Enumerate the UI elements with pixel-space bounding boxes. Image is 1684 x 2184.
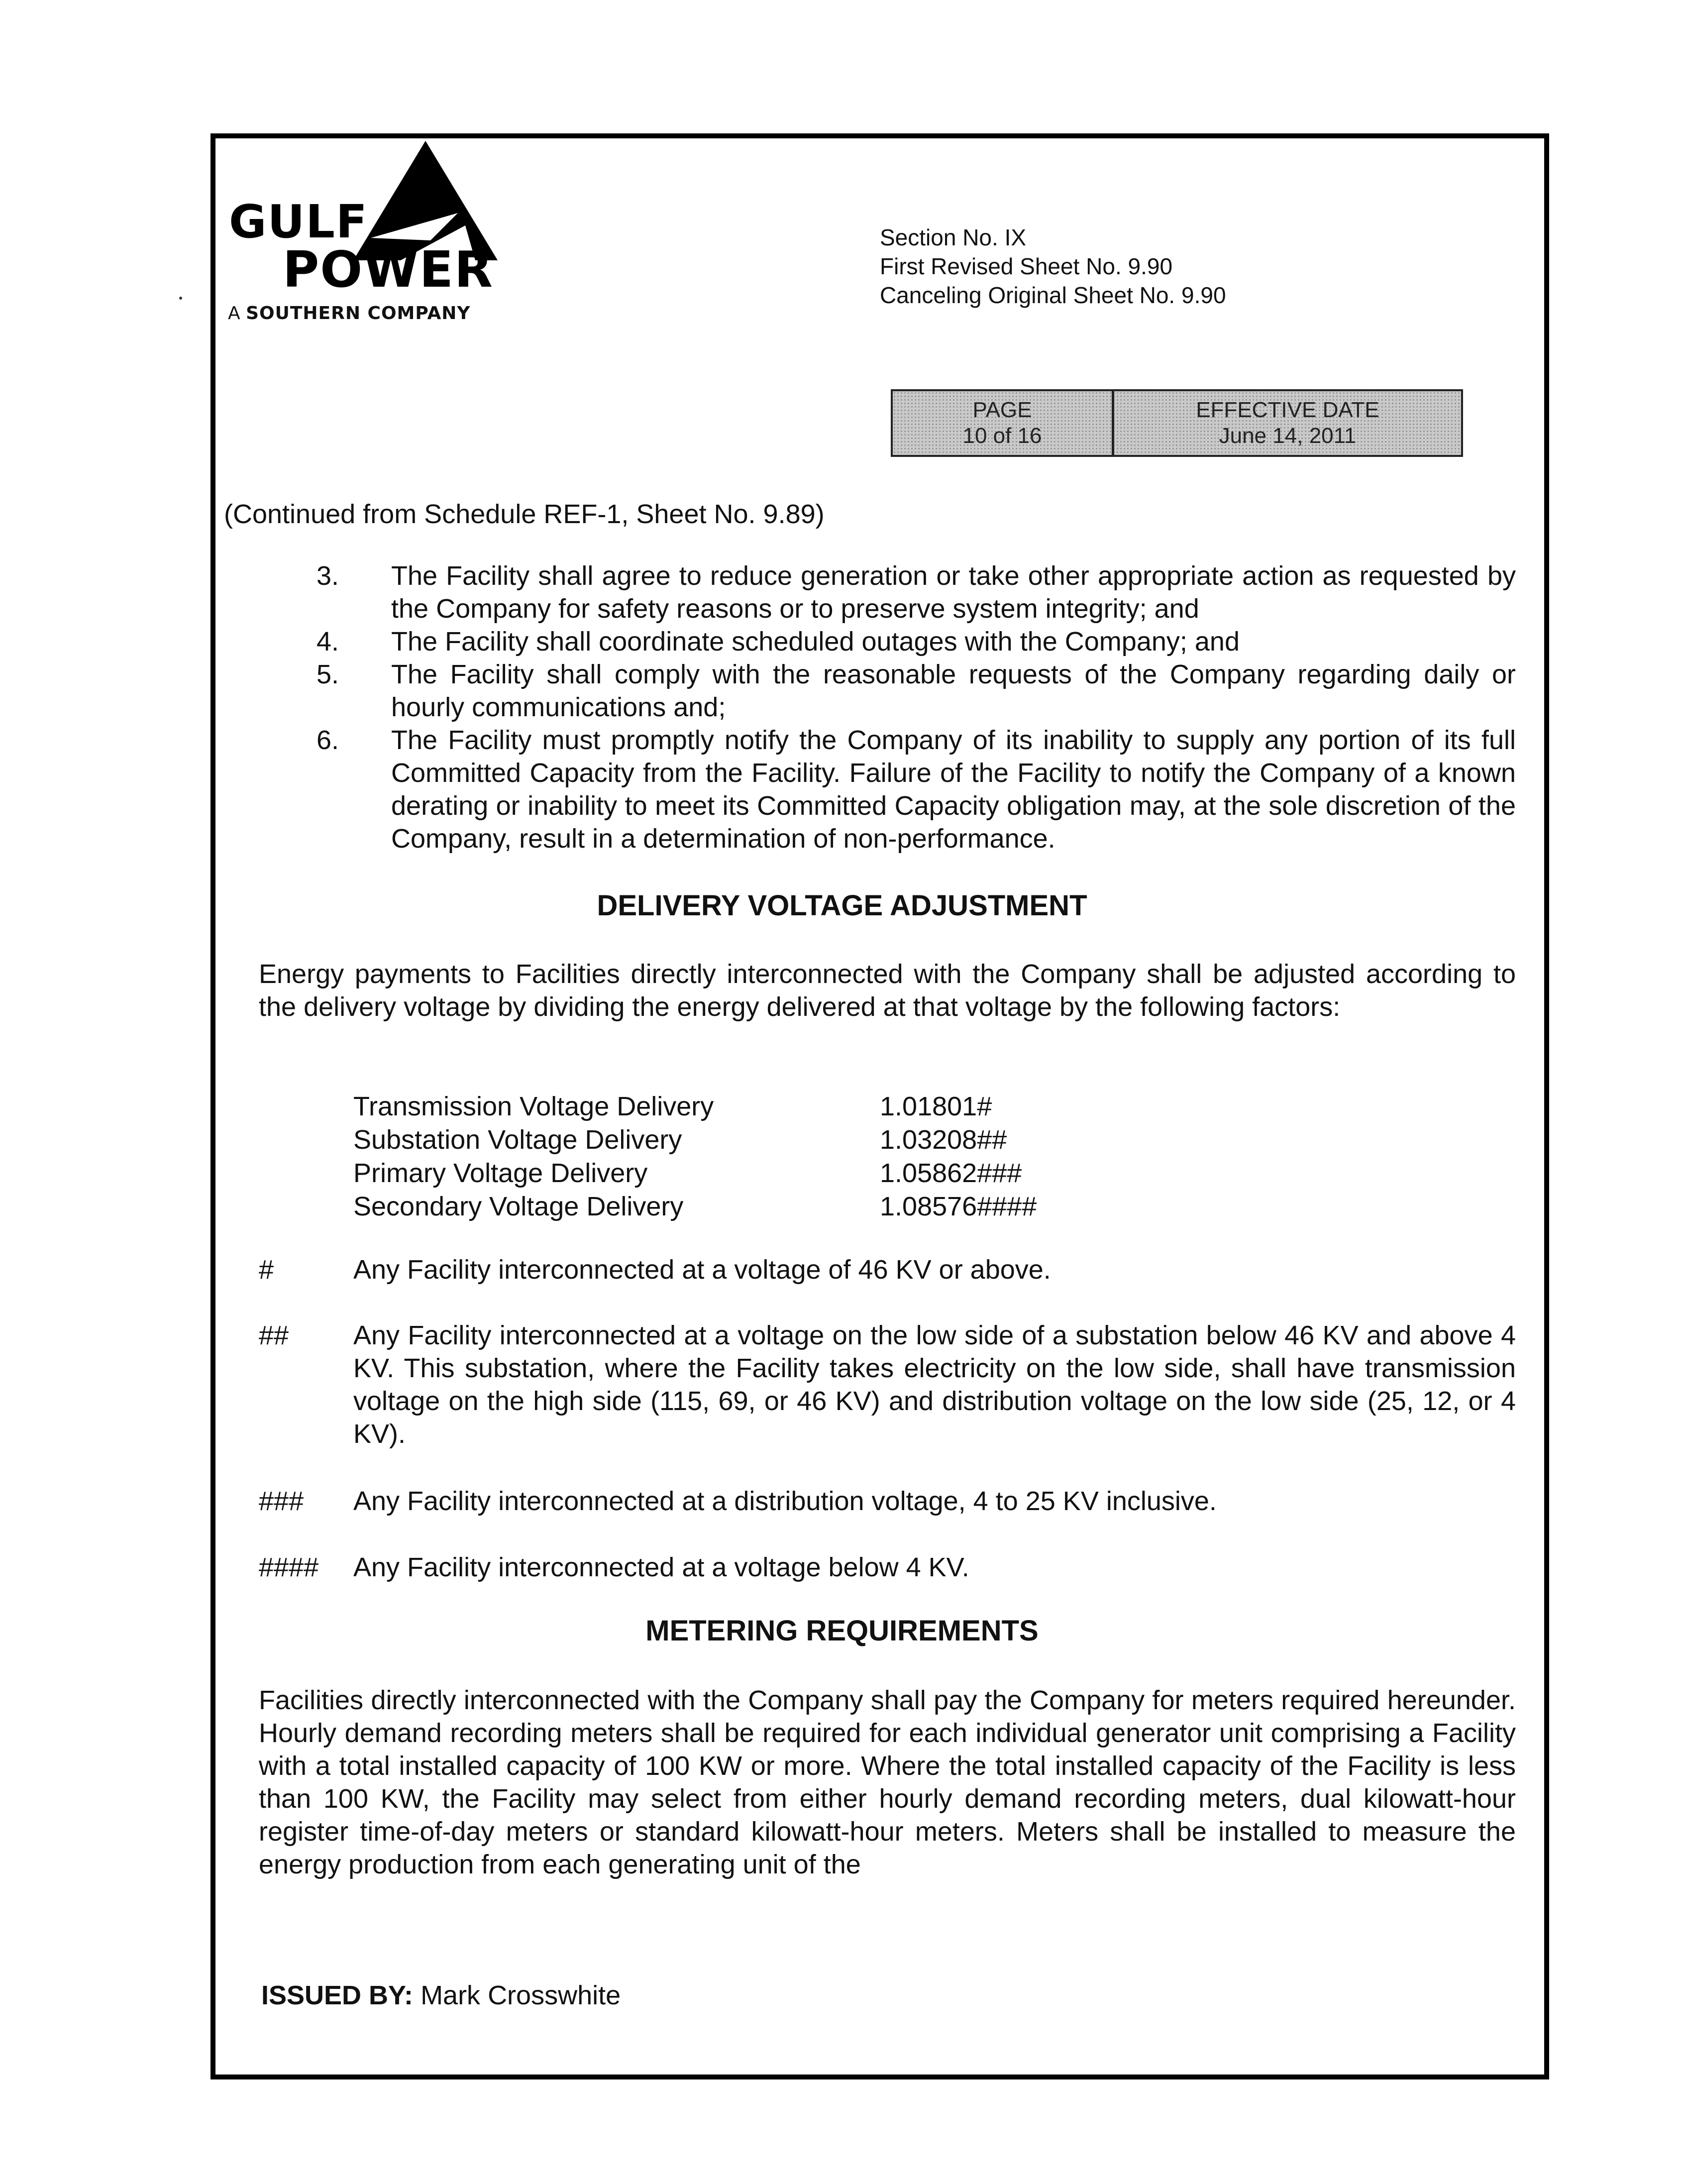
factor-label: Substation Voltage Delivery — [353, 1125, 682, 1155]
list-item — [316, 559, 1516, 625]
factor-row — [353, 1157, 1037, 1190]
factor-row — [353, 1090, 1037, 1123]
stamp-page-label: PAGE — [972, 398, 1032, 422]
footnote-mark: ## — [259, 1320, 289, 1350]
conditions-list — [316, 559, 1516, 855]
delivery-intro: Energy payments to Facilities directly interconnected with the Company shall be adjusted according to the delivery voltage by dividing the energy delivered at that voltage by the following factors: — [259, 959, 1516, 1022]
list-text: The Facility shall agree to reduce generation or take other appropriate action as requested by the Company for safety reasons or to preserve system integrity; and — [391, 561, 1516, 624]
metering-text: Facilities directly interconnected with the Company shall pay the Company for meters required hereunder. Hourly demand recording meters shall be required for each individual generator unit comprising a Facility with a total installed capacity of 100 KW or more. Where the total installed capacity of the Facility is less than 100 KW, the Facility may select from either hourly demand recording meters, dual kilowatt-hour register time-of-day meters or standard kilowatt-hour meters. Meters shall be installed to measure the energy production from each generating unit of the — [259, 1685, 1516, 1879]
logo-tagline — [228, 305, 471, 323]
factors-table — [353, 1090, 1037, 1223]
stamp-date-label: EFFECTIVE DATE — [1196, 398, 1379, 422]
footnote-mark: # — [259, 1255, 274, 1285]
issued-by-label: ISSUED BY: — [261, 1980, 414, 2010]
list-text: The Facility shall comply with the reasonable requests of the Company regarding daily or hourly communications and; — [391, 659, 1516, 722]
revised-sheet: First Revised Sheet No. 9.90 — [880, 253, 1173, 279]
logo-gulf: GULF — [229, 195, 368, 248]
footnote — [259, 1319, 1516, 1450]
list-number: 6. — [316, 725, 339, 755]
logo-power: POWER — [283, 240, 494, 299]
stamp-page-cell — [893, 391, 1114, 455]
footnote-text: Any Facility interconnected at a distribution voltage, 4 to 25 KV inclusive. — [353, 1486, 1217, 1516]
footnote-text: Any Facility interconnected at a voltage below 4 KV. — [353, 1552, 969, 1582]
list-text: The Facility must promptly notify the Company of its inability to supply any portion of its full Committed Capacity from the Facility. Failure of the Facility to notify the Company of a known derating or inability to meet its Committed Capacity obligation may, at the sole discretion of the Company, result in a determination of non-performance. — [391, 725, 1516, 854]
list-number: 3. — [316, 561, 339, 591]
factor-label: Transmission Voltage Delivery — [353, 1092, 714, 1121]
logo-tagline-company: SOUTHERN COMPANY — [246, 303, 471, 324]
sheet-info — [880, 223, 1226, 310]
factor-value: 1.08576#### — [880, 1192, 1037, 1221]
stamp-date-value: June 14, 2011 — [1219, 424, 1357, 448]
list-item — [316, 625, 1516, 658]
stamp-page-value: 10 of 16 — [962, 424, 1042, 448]
footnote-mark: #### — [259, 1552, 319, 1582]
list-text: The Facility shall coordinate scheduled outages with the Company; and — [391, 627, 1240, 656]
section-number: Section No. IX — [880, 224, 1027, 250]
footnote-text: Any Facility interconnected at a voltage on the low side of a substation below 46 KV and above 4 KV. This substation, where the Facility takes electricity on the low side, shall have transmission voltage on the high side (115, 69, or 46 KV) and distribution voltage on the low side (25, 12, or 4 KV). — [353, 1320, 1516, 1449]
canceling-sheet: Canceling Original Sheet No. 9.90 — [880, 282, 1226, 308]
delivery-heading: DELIVERY VOLTAGE ADJUSTMENT — [597, 889, 1087, 922]
logo-tagline-prefix: A — [228, 303, 240, 324]
list-number: 5. — [316, 659, 339, 689]
factor-value: 1.05862### — [880, 1158, 1022, 1188]
issued-by-name: Mark Crosswhite — [421, 1980, 621, 2010]
factor-label: Secondary Voltage Delivery — [353, 1192, 684, 1221]
footnote — [259, 1253, 1516, 1286]
scan-speck — [179, 297, 182, 300]
factor-label: Primary Voltage Delivery — [353, 1158, 648, 1188]
factor-row — [353, 1123, 1037, 1157]
footnote — [259, 1485, 1516, 1518]
continued-note: (Continued from Schedule REF-1, Sheet No. 9.89) — [224, 499, 825, 529]
factor-value: 1.03208## — [880, 1125, 1007, 1155]
factor-value: 1.01801# — [880, 1092, 992, 1121]
footnote-text: Any Facility interconnected at a voltage of 46 KV or above. — [353, 1255, 1051, 1285]
page-date-stamp — [891, 389, 1463, 457]
footnote-mark: ### — [259, 1486, 304, 1516]
stamp-date-cell — [1114, 391, 1461, 455]
list-item — [316, 724, 1516, 855]
metering-heading: METERING REQUIREMENTS — [645, 1615, 1039, 1647]
list-number: 4. — [316, 627, 339, 656]
list-item — [316, 658, 1516, 724]
issued-by — [261, 1979, 621, 2012]
factor-row — [353, 1190, 1037, 1223]
footnote — [259, 1551, 1516, 1584]
